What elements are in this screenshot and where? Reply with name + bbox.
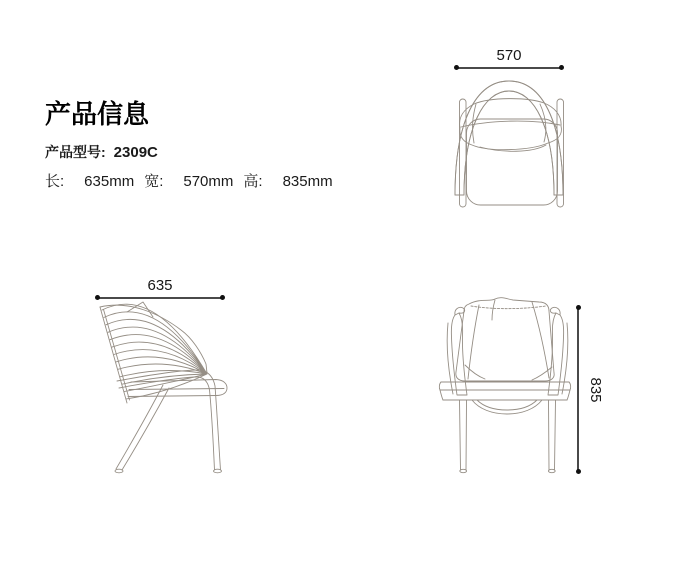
spec-width-value: 570mm xyxy=(183,173,234,190)
dimension-length-value: 635 xyxy=(147,277,173,294)
back-leg xyxy=(115,385,169,473)
front-leg-armrest-tube xyxy=(117,370,222,473)
spec-width xyxy=(144,173,233,191)
dimension-length-line xyxy=(96,297,224,299)
dimension-length-635 xyxy=(96,277,224,299)
spec-width-label: 宽: xyxy=(144,173,164,190)
left-post xyxy=(460,99,467,207)
dimension-width-570 xyxy=(455,47,563,69)
spec-height-label: 高: xyxy=(243,173,263,190)
dimension-width-value: 570 xyxy=(496,47,522,64)
backrest-shell xyxy=(467,119,558,205)
seat-band xyxy=(439,382,570,400)
dimension-width-line xyxy=(455,67,563,69)
side-fan-ribs xyxy=(102,304,207,399)
dimension-dot-left xyxy=(454,65,459,70)
model-value: 2309C xyxy=(113,144,158,161)
woven-back-arch xyxy=(455,81,563,195)
front-legs xyxy=(460,400,556,473)
chair-side-view-drawing xyxy=(85,300,240,480)
model-label: 产品型号: xyxy=(45,144,106,160)
model-row xyxy=(45,144,343,161)
product-info-block xyxy=(45,99,343,191)
spec-length-label: 长: xyxy=(45,173,65,190)
seat-pillow xyxy=(456,298,554,381)
spec-row xyxy=(45,173,343,191)
spec-height-value: 835mm xyxy=(282,173,333,190)
chair-back-view-drawing xyxy=(440,73,580,218)
chair-front-view-drawing xyxy=(435,293,580,478)
dimension-height-value: 835 xyxy=(587,376,605,403)
woven-apron xyxy=(472,400,542,414)
woven-back-fan xyxy=(100,302,207,403)
spec-height xyxy=(243,173,332,191)
spec-length-value: 635mm xyxy=(84,173,135,190)
dimension-dot-right xyxy=(559,65,564,70)
spec-length xyxy=(45,173,134,191)
page-title: 产品信息 xyxy=(45,99,150,129)
